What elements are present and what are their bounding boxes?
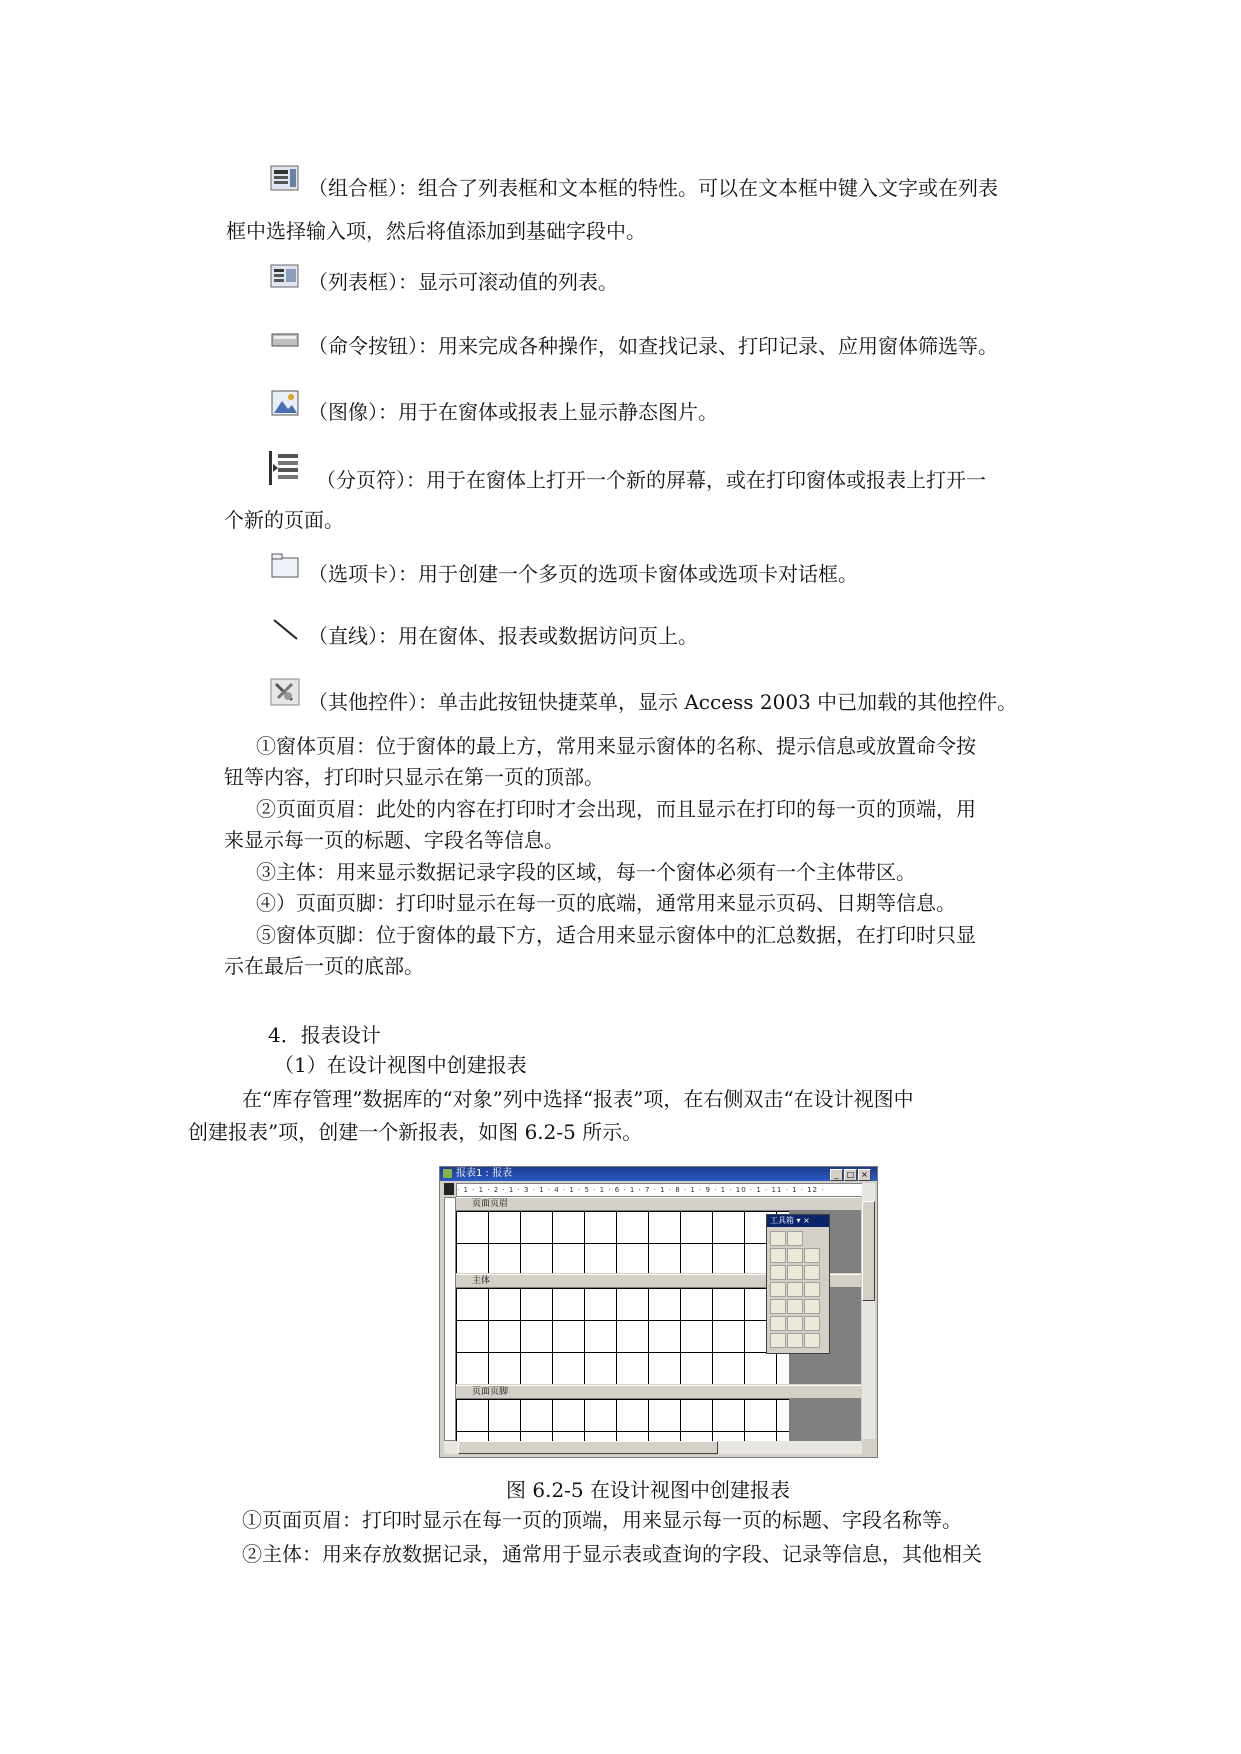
subheading: （1）在设计视图中创建报表	[274, 1053, 527, 1077]
textbox-icon[interactable]	[787, 1248, 803, 1263]
line-icon[interactable]	[770, 1333, 786, 1348]
horizontal-scrollbar[interactable]	[444, 1441, 862, 1454]
image-icon[interactable]	[770, 1299, 786, 1314]
gray-area	[789, 1399, 861, 1441]
item-text: （图像）：用于在窗体或报表上显示静态图片。	[308, 400, 718, 424]
window-title: 报表1 : 报表	[456, 1168, 513, 1179]
toolbox-title: 工具箱 ▾ ×	[767, 1215, 829, 1227]
control-wizards-icon[interactable]	[787, 1231, 803, 1246]
item-text: （命令按钮）：用来完成各种操作，如查找记录、打印记录、应用窗体筛选等。	[308, 334, 998, 358]
paragraph: ②主体：用来存放数据记录，通常用于显示表或查询的字段、记录等信息，其他相关	[242, 1542, 982, 1566]
page-header-grid[interactable]	[456, 1211, 789, 1273]
band-label: 页面页眉	[472, 1199, 509, 1209]
page-break-icon[interactable]	[770, 1316, 786, 1331]
subform-icon[interactable]	[804, 1316, 820, 1331]
more-controls-icon	[270, 678, 300, 706]
combo-box-icon[interactable]	[770, 1282, 786, 1297]
rectangle-icon[interactable]	[787, 1333, 803, 1348]
section-text: ②页面页眉：此处的内容在打印时才会出现，而且显示在打印的每一页的顶端，用	[256, 797, 976, 821]
check-box-icon[interactable]	[804, 1265, 820, 1280]
option-button-icon[interactable]	[787, 1265, 803, 1280]
section-text: 钮等内容，打印时只显示在第一页的顶部。	[224, 765, 604, 789]
image-icon	[270, 389, 300, 417]
section-text: ⑤窗体页脚：位于窗体的最下方，适合用来显示窗体中的汇总数据，在打印时只显	[256, 923, 976, 947]
option-group-icon[interactable]	[804, 1248, 820, 1263]
combo-box-icon	[270, 164, 300, 192]
window-titlebar	[440, 1167, 877, 1181]
bound-object-icon[interactable]	[804, 1299, 820, 1314]
report-design-window	[439, 1166, 878, 1458]
command-button-icon[interactable]	[804, 1282, 820, 1297]
vertical-scrollbar[interactable]	[862, 1183, 875, 1439]
toolbox-palette[interactable]	[766, 1214, 830, 1354]
paragraph: 创建报表”项，创建一个新报表，如图 6.2-5 所示。	[188, 1120, 643, 1144]
item-text: （列表框）：显示可滚动值的列表。	[308, 270, 618, 294]
band-label: 主体	[472, 1276, 491, 1286]
section-text: 示在最后一页的底部。	[224, 954, 424, 978]
heading-report-design: 4．报表设计	[268, 1023, 381, 1047]
list-box-icon[interactable]	[787, 1282, 803, 1297]
maximize-button[interactable]: □	[844, 1169, 857, 1181]
band-page-footer[interactable]	[456, 1385, 861, 1399]
scroll-thumb[interactable]	[458, 1441, 718, 1454]
item-text: （组合框）：组合了列表框和文本框的特性。可以在文本框中键入文字或在列表	[308, 176, 998, 200]
section-text: ④）页面页脚：打印时显示在每一页的底端，通常用来显示页码、日期等信息。	[256, 891, 956, 915]
minimize-button[interactable]: _	[830, 1169, 843, 1181]
page-footer-grid[interactable]	[456, 1399, 789, 1441]
command-button-icon	[270, 326, 300, 354]
tab-control-icon[interactable]	[787, 1316, 803, 1331]
section-text: ③主体：用来显示数据记录字段的区域，每一个窗体必须有一个主体带区。	[256, 860, 916, 884]
label-icon[interactable]	[770, 1248, 786, 1263]
select-objects-icon[interactable]	[770, 1231, 786, 1246]
more-controls-icon[interactable]	[804, 1333, 820, 1348]
report-icon	[443, 1169, 452, 1178]
horizontal-ruler: · 1 · 1 · 2 · 1 · 3 · 1 · 4 · 1 · 5 · 1 · 6 · 1 · 7 · 1 · 8 · 1 · 9 · 1 · 10 · 1 · 11 · 1 · 12 ·	[456, 1183, 863, 1197]
figure-caption: 图 6.2-5 在设计视图中创建报表	[506, 1478, 791, 1502]
tab-control-icon	[270, 551, 300, 579]
paragraph: ①页面页眉：打印时显示在每一页的顶端，用来显示每一页的标题、字段名称等。	[242, 1508, 962, 1532]
section-text: 来显示每一页的标题、字段名等信息。	[224, 828, 564, 852]
unbound-object-icon[interactable]	[787, 1299, 803, 1314]
item-text-cont: 框中选择输入项，然后将值添加到基础字段中。	[226, 219, 646, 243]
item-text: （直线）：用在窗体、报表或数据访问页上。	[308, 624, 698, 648]
item-text-cont: 个新的页面。	[224, 508, 344, 532]
toggle-button-icon[interactable]	[770, 1265, 786, 1280]
paragraph: 在“库存管理”数据库的“对象”列中选择“报表”项，在右侧双击“在设计视图中	[242, 1087, 914, 1111]
select-report-box[interactable]	[444, 1183, 454, 1195]
item-text: （其他控件）：单击此按钮快捷菜单，显示 Access 2003 中已加载的其他控件。	[308, 690, 1018, 714]
line-icon	[270, 615, 300, 643]
page-break-icon	[268, 450, 302, 486]
close-button[interactable]: ×	[858, 1169, 871, 1181]
scroll-thumb[interactable]	[862, 1201, 875, 1301]
detail-grid[interactable]	[456, 1288, 789, 1384]
list-box-icon	[270, 262, 300, 290]
item-text: （选项卡）：用于创建一个多页的选项卡窗体或选项卡对话框。	[308, 562, 858, 586]
band-label: 页面页脚	[472, 1387, 509, 1397]
item-text: （分页符）：用于在窗体上打开一个新的屏幕，或在打印窗体或报表上打开一	[316, 468, 986, 492]
band-page-header[interactable]	[456, 1197, 861, 1211]
section-text: ①窗体页眉：位于窗体的最上方，常用来显示窗体的名称、提示信息或放置命令按	[256, 734, 976, 758]
vertical-ruler	[444, 1197, 456, 1441]
